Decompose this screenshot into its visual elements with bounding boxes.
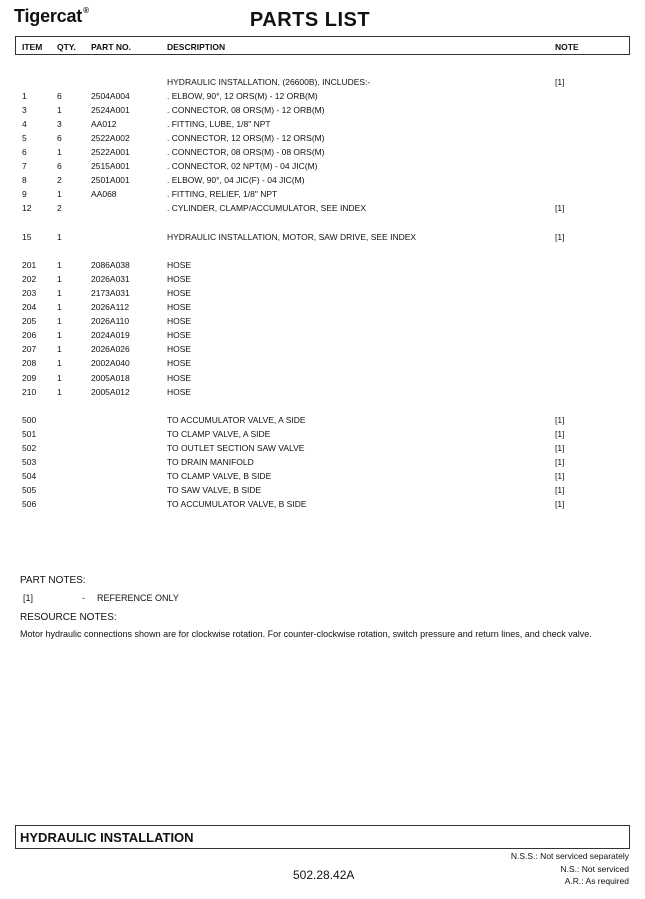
note-ref: [1] <box>555 203 565 213</box>
description: . ELBOW, 90°, 04 JIC(F) - 04 JIC(M) <box>167 175 305 185</box>
table-row <box>0 259 645 271</box>
description: TO ACCUMULATOR VALVE, A SIDE <box>167 415 306 425</box>
description: HOSE <box>167 274 192 284</box>
quantity: 1 <box>57 358 62 368</box>
item-number: 5 <box>22 133 27 143</box>
table-row <box>0 343 645 355</box>
quantity: 2 <box>57 203 62 213</box>
table-row <box>0 188 645 200</box>
description: HOSE <box>167 288 192 298</box>
item-number: 504 <box>22 471 37 481</box>
table-row <box>0 273 645 285</box>
table-row <box>0 442 645 454</box>
note-ref: [1] <box>555 471 565 481</box>
description: . CONNECTOR, 02 NPT(M) - 04 JIC(M) <box>167 161 318 171</box>
column-header-description: DESCRIPTION <box>167 42 226 52</box>
page-number: 502.28.42A <box>293 868 355 882</box>
note-ref: [1] <box>555 443 565 453</box>
quantity: 3 <box>57 119 62 129</box>
table-row <box>0 357 645 369</box>
table-row <box>0 329 645 341</box>
quantity: 2 <box>57 175 62 185</box>
table-row <box>0 104 645 116</box>
table-row <box>0 174 645 186</box>
section-title: HYDRAULIC INSTALLATION <box>20 830 194 845</box>
description: HOSE <box>167 358 192 368</box>
item-number: 1 <box>22 91 27 101</box>
table-row <box>0 160 645 172</box>
part-number: 2515A001 <box>91 161 130 171</box>
item-number: 202 <box>22 274 37 284</box>
item-number: 7 <box>22 161 27 171</box>
item-number: 205 <box>22 316 37 326</box>
part-number: 2005A012 <box>91 387 130 397</box>
part-notes-heading: PART NOTES: <box>20 575 86 586</box>
description: . CONNECTOR, 12 ORS(M) - 12 ORS(M) <box>167 133 325 143</box>
item-number: 207 <box>22 344 37 354</box>
part-note-text: REFERENCE ONLY <box>97 593 179 603</box>
item-number: 3 <box>22 105 27 115</box>
description: HOSE <box>167 302 192 312</box>
description: HOSE <box>167 373 192 383</box>
description: . CONNECTOR, 08 ORS(M) - 08 ORS(M) <box>167 147 325 157</box>
column-header-qty: QTY. <box>57 42 76 52</box>
quantity: 6 <box>57 133 62 143</box>
item-number: 506 <box>22 499 37 509</box>
part-number: 2026A110 <box>91 316 130 326</box>
quantity: 1 <box>57 373 62 383</box>
item-number: 206 <box>22 330 37 340</box>
table-row <box>0 428 645 440</box>
column-header-note: NOTE <box>555 42 579 52</box>
quantity: 1 <box>57 316 62 326</box>
note-ref: [1] <box>555 499 565 509</box>
table-row <box>0 484 645 496</box>
item-number: 4 <box>22 119 27 129</box>
description: HOSE <box>167 387 192 397</box>
quantity: 1 <box>57 387 62 397</box>
description: HYDRAULIC INSTALLATION, MOTOR, SAW DRIVE, SEE INDEX <box>167 232 417 242</box>
item-number: 8 <box>22 175 27 185</box>
table-row <box>0 76 645 88</box>
table-row <box>0 202 645 214</box>
note-ref: [1] <box>555 457 565 467</box>
legend-nss: N.S.S.: Not serviced separately <box>510 851 629 861</box>
table-row <box>0 498 645 510</box>
table-header <box>15 36 630 55</box>
item-number: 12 <box>22 203 32 213</box>
description: HOSE <box>167 330 192 340</box>
quantity: 1 <box>57 105 62 115</box>
item-number: 505 <box>22 485 37 495</box>
item-number: 502 <box>22 443 37 453</box>
description: TO SAW VALVE, B SIDE <box>167 485 262 495</box>
table-row <box>0 118 645 130</box>
legend-ns: N.S.: Not serviced <box>560 864 629 874</box>
table-row <box>0 372 645 384</box>
description: TO OUTLET SECTION SAW VALVE <box>167 443 305 453</box>
description: . FITTING, LUBE, 1/8" NPT <box>167 119 271 129</box>
note-ref: [1] <box>555 77 565 87</box>
part-number: 2173A031 <box>91 288 130 298</box>
part-number: 2501A001 <box>91 175 130 185</box>
section-title-box <box>15 825 630 849</box>
quantity: 1 <box>57 330 62 340</box>
quantity: 1 <box>57 288 62 298</box>
item-number: 501 <box>22 429 37 439</box>
table-row <box>0 301 645 313</box>
item-number: 209 <box>22 373 37 383</box>
column-header-item: ITEM <box>22 42 43 52</box>
legend-ar: A.R.: As required <box>564 876 629 886</box>
description: HOSE <box>167 260 192 270</box>
description: TO CLAMP VALVE, A SIDE <box>167 429 271 439</box>
resource-notes-text: Motor hydraulic connections shown are for clockwise rotation. For counter-clockwise rotation, switch pressure and return lines, and check valve. <box>20 629 592 639</box>
table-row <box>0 386 645 398</box>
quantity: 1 <box>57 274 62 284</box>
quantity: 1 <box>57 232 62 242</box>
part-number: 2086A038 <box>91 260 130 270</box>
table-row <box>0 315 645 327</box>
item-number: 210 <box>22 387 37 397</box>
part-note-dash: - <box>82 593 85 603</box>
quantity: 1 <box>57 260 62 270</box>
table-row <box>0 146 645 158</box>
part-number: AA068 <box>91 189 117 199</box>
column-header-part: PART NO. <box>91 42 131 52</box>
item-number: 208 <box>22 358 37 368</box>
description: HYDRAULIC INSTALLATION, (26600B), INCLUDES:- <box>167 77 371 87</box>
part-number: 2005A018 <box>91 373 130 383</box>
part-number: 2002A040 <box>91 358 130 368</box>
description: . CONNECTOR, 08 ORS(M) - 12 ORB(M) <box>167 105 325 115</box>
part-number: AA012 <box>91 119 117 129</box>
brand-name: Tigercat <box>14 6 83 26</box>
note-ref: [1] <box>555 232 565 242</box>
table-row <box>0 414 645 426</box>
part-number: 2026A031 <box>91 274 130 284</box>
quantity: 1 <box>57 344 62 354</box>
note-ref: [1] <box>555 415 565 425</box>
table-row <box>0 287 645 299</box>
item-number: 203 <box>22 288 37 298</box>
note-ref: [1] <box>555 429 565 439</box>
part-number: 2524A001 <box>91 105 130 115</box>
part-number: 2026A112 <box>91 302 130 312</box>
description: HOSE <box>167 316 192 326</box>
description: . FITTING, RELIEF, 1/8" NPT <box>167 189 278 199</box>
table-row <box>0 90 645 102</box>
part-number: 2504A004 <box>91 91 130 101</box>
item-number: 503 <box>22 457 37 467</box>
resource-notes-heading: RESOURCE NOTES: <box>20 612 117 623</box>
table-row <box>0 456 645 468</box>
item-number: 500 <box>22 415 37 425</box>
note-ref: [1] <box>555 485 565 495</box>
part-number: 2522A001 <box>91 147 130 157</box>
item-number: 201 <box>22 260 37 270</box>
description: . CYLINDER, CLAMP/ACCUMULATOR, SEE INDEX <box>167 203 367 213</box>
table-row <box>0 231 645 243</box>
part-note-ref: [1] <box>23 593 34 603</box>
table-row <box>0 470 645 482</box>
quantity: 1 <box>57 189 62 199</box>
page-title: PARTS LIST <box>249 9 371 31</box>
registered-mark: ® <box>83 6 89 15</box>
description: TO CLAMP VALVE, B SIDE <box>167 471 272 481</box>
quantity: 1 <box>57 147 62 157</box>
item-number: 6 <box>22 147 27 157</box>
part-number: 2522A002 <box>91 133 130 143</box>
description: HOSE <box>167 344 192 354</box>
part-number: 2024A019 <box>91 330 130 340</box>
description: . ELBOW, 90°, 12 ORS(M) - 12 ORB(M) <box>167 91 318 101</box>
description: TO ACCUMULATOR VALVE, B SIDE <box>167 499 307 509</box>
quantity: 1 <box>57 302 62 312</box>
description: TO DRAIN MANIFOLD <box>167 457 254 467</box>
part-number: 2026A026 <box>91 344 130 354</box>
item-number: 15 <box>22 232 32 242</box>
item-number: 9 <box>22 189 27 199</box>
table-row <box>0 132 645 144</box>
quantity: 6 <box>57 161 62 171</box>
item-number: 204 <box>22 302 37 312</box>
quantity: 6 <box>57 91 62 101</box>
